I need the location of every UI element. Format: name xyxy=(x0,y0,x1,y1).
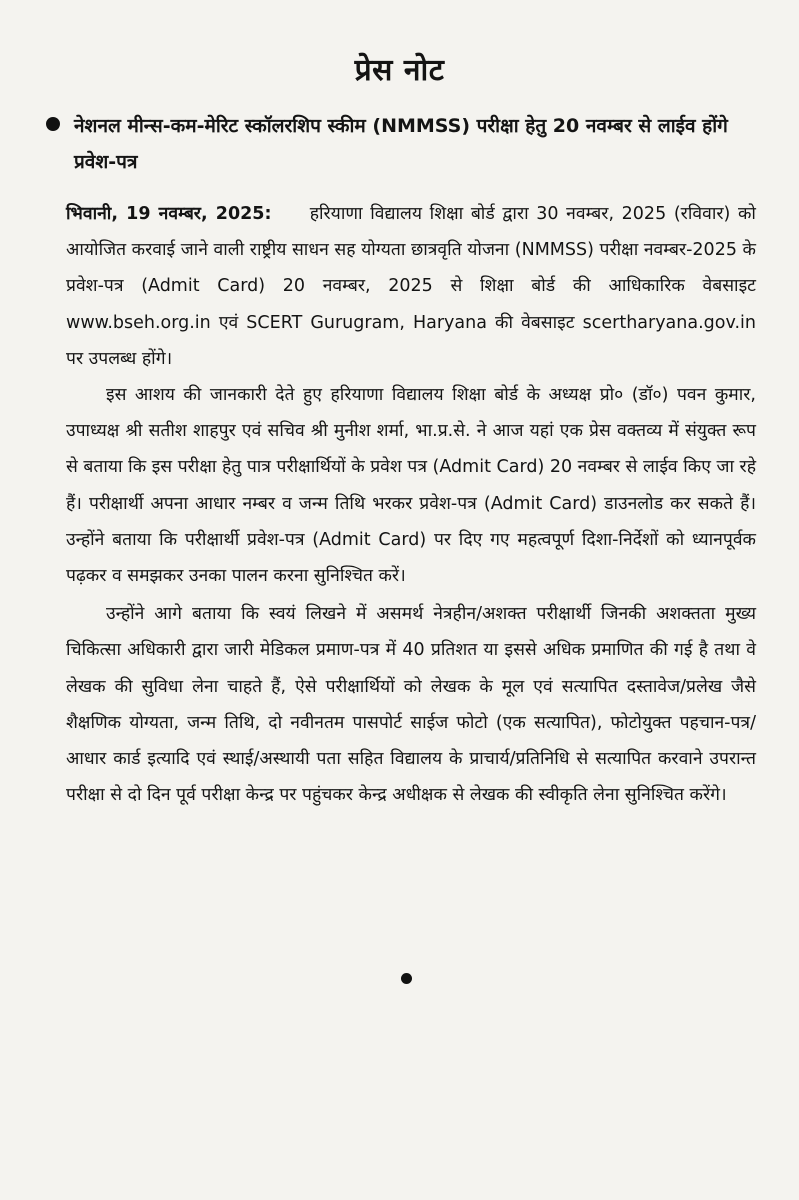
paragraph-2: इस आशय की जानकारी देते हुए हरियाणा विद्यालय शिक्षा बोर्ड के अध्यक्ष प्रो० (डॉ०) पवन कुमार, उपाध्यक्ष श्री सतीश शाहपुर एवं सचिव श्री मुनीश शर्मा, भा.प्र.से. ने आज यहां एक प्रेस वक्तव्य में संयुक्त रूप से बताया कि इस परीक्षा हेतु पात्र परीक्षार्थियों के प्रवेश पत्र (Admit Card) 20 नवम्बर से लाईव किए जा रहे हैं। परीक्षार्थी अपना आधार नम्बर व जन्म तिथि भरकर प्रवेश-पत्र (Admit Card) डाउनलोड कर सकते हैं। उन्होंने बताया कि परीक्षार्थी प्रवेश-पत्र (Admit Card) पर दिए गए महत्वपूर्ण दिशा-निर्देशों को ध्यानपूर्वक पढ़कर व समझकर उनका पालन करना सुनिश्चित करें। xyxy=(66,385,756,587)
dateline: भिवानी, 19 नवम्बर, 2025: xyxy=(66,204,272,224)
paragraph-3: उन्होंने आगे बताया कि स्वयं लिखने में असमर्थ नेत्रहीन/अशक्त परीक्षार्थी जिनकी अशक्तता मुख्य चिकित्सा अधिकारी द्वारा जारी मेडिकल प्रमाण-पत्र में 40 प्रतिशत या इससे अधिक प्रमाणित की गई है तथा वे लेखक की सुविधा लेना चाहते हैं, ऐसे परीक्षार्थियों को लेखक के मूल एवं सत्यापित दस्तावेज/प्रलेख जैसे शैक्षणिक योग्यता, जन्म तिथि, दो नवीनतम पासपोर्ट साईज फोटो (एक सत्यापित), फोटोयुक्त पहचान-पत्र/आधार कार्ड इत्यादि एवं स्थाई/अस्थायी पता सहित विद्यालय के प्राचार्य/प्रतिनिधि से सत्यापित करवाने उपरान्त परीक्षा से दो दिन पूर्व परीक्षा केन्द्र पर पहुंचकर केन्द्र अधीक्षक से लेखक की स्वीकृति लेना सुनिश्चित करेंगे। xyxy=(66,604,756,806)
headline-text: नेशनल मीन्स-कम-मेरिट स्कॉलरशिप स्कीम (NMMSS) परीक्षा हेतु 20 नवम्बर से लाईव होंगे प्रवेश-पत्र xyxy=(74,115,728,173)
paragraph-1 xyxy=(66,196,756,377)
dateline-spacer xyxy=(279,204,302,224)
page-title: प्रेस नोट xyxy=(354,53,445,88)
paragraph-1-text: हरियाणा विद्यालय शिक्षा बोर्ड द्वारा 30 नवम्बर, 2025 (रविवार) को आयोजित करवाई जाने वाली राष्ट्रीय साधन सह योग्यता छात्रवृति योजना (NMMSS) परीक्षा नवम्बर-2025 के प्रवेश-पत्र (Admit Card) 20 नवम्बर, 2025 से शिक्षा बोर्ड की आधिकारिक वेबसाइट www.bseh.org.in एवं SCERT Gurugram, Haryana की वेबसाइट scertharyana.gov.in पर उपलब्ध होंगे। xyxy=(66,204,756,369)
end-mark-icon xyxy=(401,973,412,984)
bullet-icon xyxy=(46,117,60,131)
press-note-body xyxy=(66,196,756,813)
headline xyxy=(74,108,764,180)
